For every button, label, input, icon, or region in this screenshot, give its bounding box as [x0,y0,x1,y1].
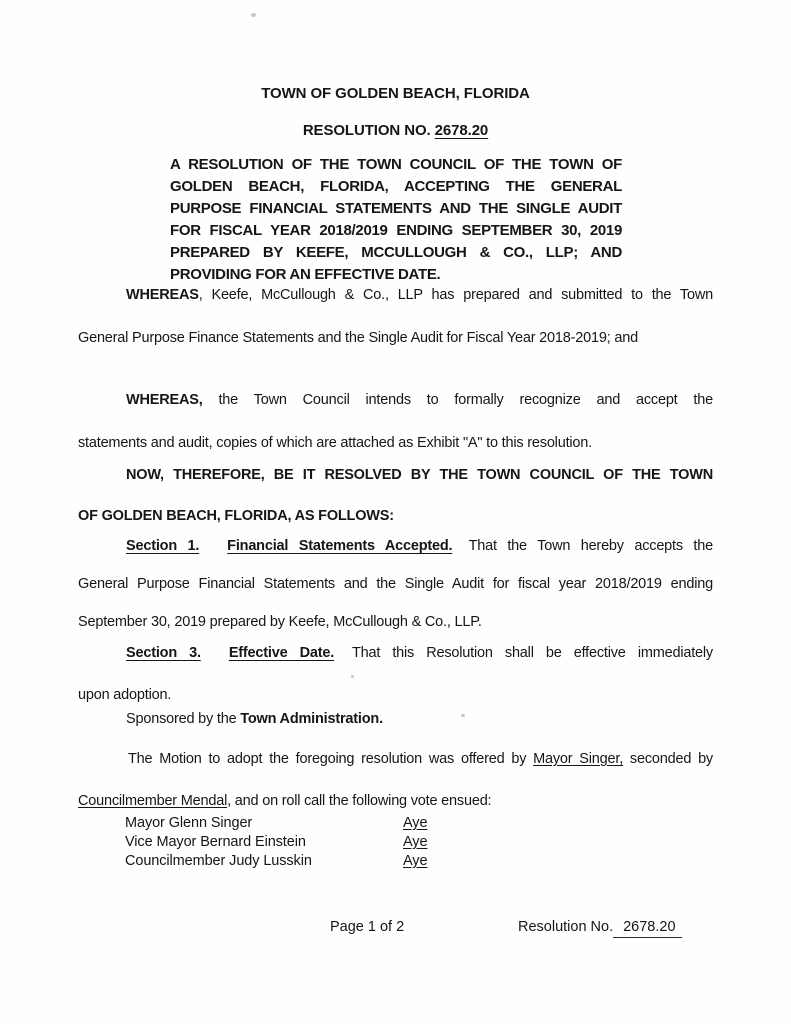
section-1-body: That the Town hereby accepts the General Purpose Financial Statements and the Single Audit for fiscal year 2018/2019 ending September 30, 2019 prepared by Keefe, McCullough & Co., LLP. [78,538,713,630]
roll-call-list [125,814,427,871]
resolution-title-block: A RESOLUTION OF THE TOWN COUNCIL OF THE TOWN OF GOLDEN BEACH, FLORIDA, ACCEPTING THE GENERAL PURPOSE FINANCIAL STATEMENTS AND THE SINGLE AUDIT FOR FISCAL YEAR 2018/2019 ENDING SEPTEMBER 30, 2019 PREPARED BY KEEFE, MCCULLOUGH & CO., LLP; AND PROVIDING FOR AN EFFECTIVE DATE. [170,156,622,283]
footer-resolution-value: 2678.20 [613,918,681,938]
vote-value: Aye [403,853,428,869]
motion-text: The Motion to adopt the foregoing resolution was offered by [128,751,534,767]
whereas-clause-1 [78,274,713,360]
roll-call-row [125,852,427,871]
motion-offered-by: Mayor Singer, [533,751,624,767]
scan-speck [251,13,256,17]
roll-call-row [125,833,427,852]
sponsored-line [78,709,713,729]
resolution-number-prefix: RESOLUTION NO. [302,122,435,139]
sponsor-name: Town Administration. [240,711,383,727]
vote-name: Councilmember Judy Lusskin [125,853,312,869]
town-heading: TOWN OF GOLDEN BEACH, FLORIDA [261,85,530,102]
footer-resolution-prefix: Resolution No. [518,919,614,935]
vote-name: Vice Mayor Bernard Einstein [125,834,306,850]
section-3-label: Section 3. [126,645,201,661]
vote-name: Mayor Glenn Singer [125,815,253,831]
motion-paragraph [78,738,713,822]
resolution-number-heading [0,122,791,140]
whereas-clause-2 [78,379,713,465]
vote-value: Aye [403,834,428,850]
vote-value: Aye [403,815,428,831]
section-1-title: Financial Statements Accepted. [227,538,453,554]
section-3-paragraph [78,632,713,716]
resolution-number-value: 2678.20 [434,122,489,139]
motion-text: seconded by [623,751,713,767]
section-1-paragraph [78,527,713,641]
footer-resolution-number [518,918,682,938]
whereas-body: the Town Council intends to formally recognize and accept the statements and audit, copies of which are attached as Exhibit "A" to this resolution. [78,392,713,451]
motion-seconded-by: Councilmember Mendal [78,793,228,809]
section-3-body: That this Resolution shall be effective immediately upon adoption. [78,645,713,703]
page-number: Page 1 of 2 [330,919,405,935]
sponsored-prefix: Sponsored by the [126,711,241,727]
motion-text: , and on roll call the following vote ensued: [227,793,492,809]
whereas-lead: WHEREAS [126,287,199,303]
whereas-body: , Keefe, McCullough & Co., LLP has prepared and submitted to the Town General Purpose Finance Statements and the Single Audit for Fiscal Year 2018-2019; and [78,287,713,346]
roll-call-row [125,814,427,833]
section-1-label: Section 1. [126,538,200,554]
resolved-clause: NOW, THEREFORE, BE IT RESOLVED BY THE TOWN COUNCIL OF THE TOWN OF GOLDEN BEACH, FLORIDA, AS FOLLOWS: [78,467,713,524]
section-3-title: Effective Date. [228,645,335,661]
whereas-lead: WHEREAS, [126,392,203,408]
